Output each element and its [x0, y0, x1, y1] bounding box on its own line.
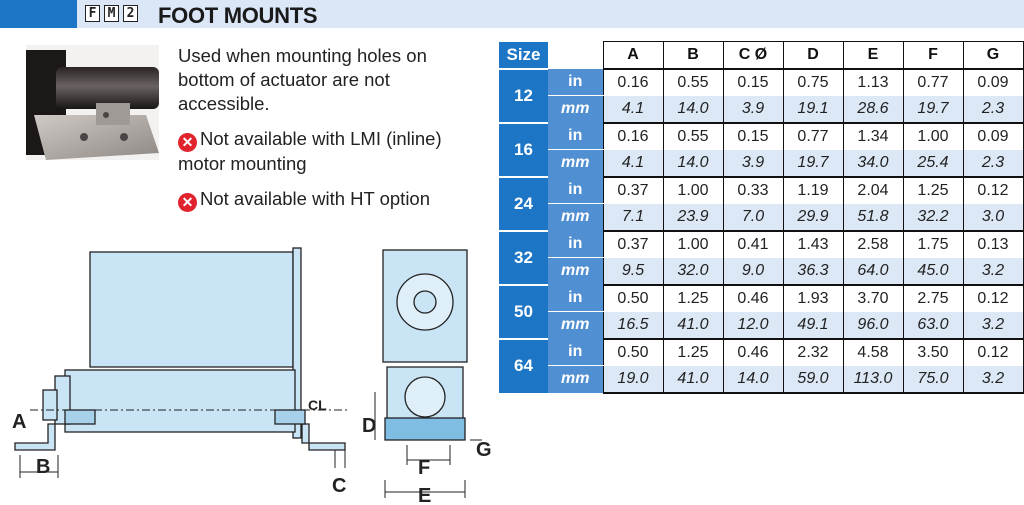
value-cell-in: 1.19 [783, 177, 843, 204]
table-row-mm [499, 366, 1023, 393]
value-cell-mm: 59.0 [783, 366, 843, 393]
value-cell-in: 1.00 [663, 231, 723, 258]
unit-label-in: in [548, 123, 603, 150]
value-cell-mm: 75.0 [903, 366, 963, 393]
value-cell-in: 0.13 [963, 231, 1023, 258]
value-cell-in: 1.43 [783, 231, 843, 258]
dimensions-table [499, 41, 1024, 394]
value-cell-in: 0.77 [903, 69, 963, 96]
column-header: F [903, 42, 963, 69]
dim-label-a: A [12, 411, 27, 433]
column-header: D [783, 42, 843, 69]
value-cell-in: 0.50 [603, 285, 663, 312]
unit-label-mm: mm [548, 258, 603, 285]
value-cell-in: 0.46 [723, 339, 783, 366]
front-view-foot [385, 418, 465, 440]
unit-label-mm: mm [548, 312, 603, 339]
unit-label-mm: mm [548, 96, 603, 123]
note-text: Not available with LMI (inline) motor mounting [178, 128, 442, 174]
table-row-in [499, 177, 1023, 204]
value-cell-in: 0.16 [603, 69, 663, 96]
value-cell-mm: 19.7 [783, 150, 843, 177]
table-row-in [499, 231, 1023, 258]
dim-label-f: F [418, 457, 431, 479]
column-header: E [843, 42, 903, 69]
dim-label-g: G [476, 439, 492, 461]
value-cell-mm: 3.9 [723, 150, 783, 177]
value-cell-in: 1.34 [843, 123, 903, 150]
value-cell-in: 4.58 [843, 339, 903, 366]
value-cell-in: 0.37 [603, 177, 663, 204]
value-cell-in: 1.00 [903, 123, 963, 150]
value-cell-mm: 29.9 [783, 204, 843, 231]
value-cell-in: 3.50 [903, 339, 963, 366]
value-cell-mm: 23.9 [663, 204, 723, 231]
value-cell-in: 0.50 [603, 339, 663, 366]
value-cell-mm: 36.3 [783, 258, 843, 285]
column-header: G [963, 42, 1023, 69]
value-cell-mm: 45.0 [903, 258, 963, 285]
value-cell-mm: 3.2 [963, 312, 1023, 339]
dim-label-c: C [332, 475, 347, 497]
dim-label-e: E [418, 485, 432, 505]
value-cell-in: 1.13 [843, 69, 903, 96]
value-cell-mm: 49.1 [783, 312, 843, 339]
table-row-mm [499, 150, 1023, 177]
section-header [0, 0, 1024, 28]
note-item [178, 127, 483, 176]
unit-label-in: in [548, 177, 603, 204]
unit-label-in: in [548, 231, 603, 258]
size-cell: 32 [499, 231, 548, 285]
value-cell-mm: 113.0 [843, 366, 903, 393]
value-cell-in: 0.33 [723, 177, 783, 204]
value-cell-mm: 32.2 [903, 204, 963, 231]
value-cell-mm: 14.0 [723, 366, 783, 393]
value-cell-in: 2.04 [843, 177, 903, 204]
size-header: Size [499, 42, 548, 69]
unit-label-in: in [548, 339, 603, 366]
value-cell-in: 0.16 [603, 123, 663, 150]
value-cell-mm: 63.0 [903, 312, 963, 339]
table-row-mm [499, 312, 1023, 339]
value-cell-in: 1.25 [663, 339, 723, 366]
value-cell-mm: 7.1 [603, 204, 663, 231]
table-header-row [499, 42, 1023, 69]
value-cell-mm: 25.4 [903, 150, 963, 177]
value-cell-in: 2.75 [903, 285, 963, 312]
value-cell-in: 0.12 [963, 285, 1023, 312]
value-cell-in: 0.55 [663, 69, 723, 96]
unit-label-in: in [548, 69, 603, 96]
value-cell-in: 1.75 [903, 231, 963, 258]
column-header: C Ø [723, 42, 783, 69]
not-available-icon: ✕ [178, 193, 197, 212]
option-code-letter: M [104, 5, 119, 22]
value-cell-mm: 9.5 [603, 258, 663, 285]
dim-label-b: B [36, 456, 51, 478]
description-text: Used when mounting holes on bottom of actuator are not accessible. [178, 45, 427, 114]
size-cell: 64 [499, 339, 548, 393]
value-cell-mm: 34.0 [843, 150, 903, 177]
foot-mount-photo [26, 45, 159, 160]
value-cell-mm: 9.0 [723, 258, 783, 285]
table-row-in [499, 69, 1023, 96]
value-cell-in: 0.15 [723, 69, 783, 96]
column-header: B [663, 42, 723, 69]
centerline-label: CL [308, 397, 327, 413]
value-cell-in: 1.00 [663, 177, 723, 204]
table-row-in [499, 123, 1023, 150]
table-row-mm [499, 258, 1023, 285]
value-cell-mm: 64.0 [843, 258, 903, 285]
size-cell: 16 [499, 123, 548, 177]
unit-label-mm: mm [548, 204, 603, 231]
value-cell-mm: 7.0 [723, 204, 783, 231]
unit-label-in: in [548, 285, 603, 312]
value-cell-in: 0.55 [663, 123, 723, 150]
value-cell-in: 1.25 [903, 177, 963, 204]
unit-header [548, 42, 603, 69]
value-cell-in: 0.46 [723, 285, 783, 312]
table-row-in [499, 339, 1023, 366]
size-cell: 24 [499, 177, 548, 231]
unit-label-mm: mm [548, 366, 603, 393]
value-cell-in: 0.37 [603, 231, 663, 258]
actuator-body [65, 370, 295, 432]
value-cell-mm: 41.0 [663, 366, 723, 393]
value-cell-mm: 3.2 [963, 366, 1023, 393]
value-cell-in: 0.77 [783, 123, 843, 150]
motor-body [90, 252, 293, 367]
option-code-letter: F [85, 5, 100, 22]
value-cell-in: 2.32 [783, 339, 843, 366]
value-cell-mm: 14.0 [663, 96, 723, 123]
dimension-drawing [10, 240, 495, 505]
value-cell-in: 1.25 [663, 285, 723, 312]
table-row-mm [499, 204, 1023, 231]
value-cell-mm: 32.0 [663, 258, 723, 285]
note-text: Not available with HT option [200, 188, 431, 209]
value-cell-mm: 19.0 [603, 366, 663, 393]
value-cell-mm: 96.0 [843, 312, 903, 339]
not-available-icon: ✕ [178, 133, 197, 152]
table-row-mm [499, 96, 1023, 123]
description-block [178, 44, 483, 223]
value-cell-mm: 3.2 [963, 258, 1023, 285]
size-cell: 50 [499, 285, 548, 339]
value-cell-in: 0.12 [963, 177, 1023, 204]
value-cell-mm: 4.1 [603, 96, 663, 123]
value-cell-mm: 4.1 [603, 150, 663, 177]
value-cell-mm: 3.9 [723, 96, 783, 123]
value-cell-in: 0.41 [723, 231, 783, 258]
value-cell-in: 0.15 [723, 123, 783, 150]
unit-label-mm: mm [548, 150, 603, 177]
value-cell-in: 3.70 [843, 285, 903, 312]
header-accent-block [0, 0, 77, 28]
value-cell-mm: 19.7 [903, 96, 963, 123]
value-cell-in: 2.58 [843, 231, 903, 258]
dim-label-d: D [362, 415, 377, 437]
table-row-in [499, 285, 1023, 312]
column-header: A [603, 42, 663, 69]
section-title: FOOT MOUNTS [158, 3, 318, 28]
value-cell-mm: 14.0 [663, 150, 723, 177]
value-cell-mm: 3.0 [963, 204, 1023, 231]
value-cell-in: 0.12 [963, 339, 1023, 366]
value-cell-mm: 2.3 [963, 150, 1023, 177]
value-cell-mm: 19.1 [783, 96, 843, 123]
option-code-letter: 2 [123, 5, 138, 22]
value-cell-mm: 2.3 [963, 96, 1023, 123]
value-cell-in: 0.09 [963, 123, 1023, 150]
value-cell-mm: 51.8 [843, 204, 903, 231]
value-cell-mm: 12.0 [723, 312, 783, 339]
size-cell: 12 [499, 69, 548, 123]
value-cell-mm: 28.6 [843, 96, 903, 123]
value-cell-mm: 41.0 [663, 312, 723, 339]
value-cell-in: 0.09 [963, 69, 1023, 96]
value-cell-mm: 16.5 [603, 312, 663, 339]
value-cell-in: 0.75 [783, 69, 843, 96]
value-cell-in: 1.93 [783, 285, 843, 312]
note-item [178, 187, 483, 212]
